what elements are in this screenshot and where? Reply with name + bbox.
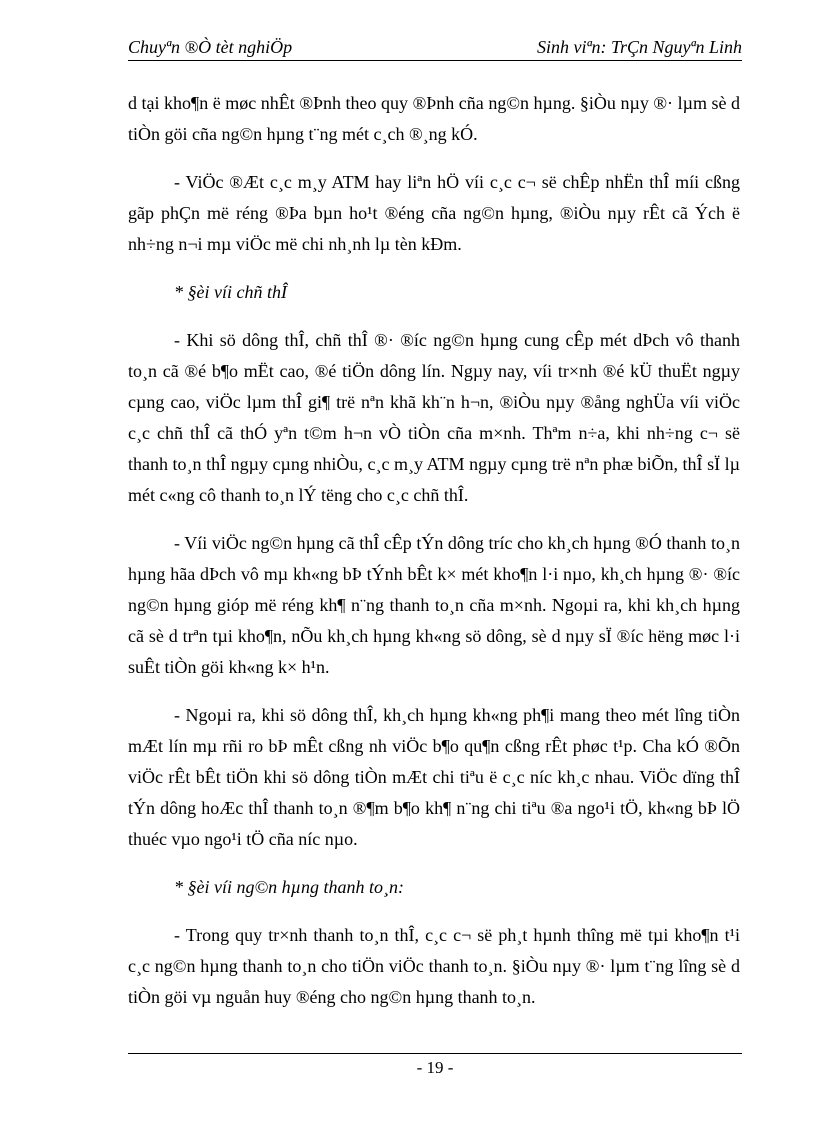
section-heading: * §èi víi ng©n hµng thanh to¸n:	[174, 877, 405, 897]
paragraph: - Khi sö dông thÎ, chñ thÎ ®· ®íc ng©n hµng cung cÊp mét dÞch vô thanh to¸n cã ®é b¶o mËt cao, ®é tiÖn dông lín. Ngµy nay, víi tr×nh ®é kÜ thuËt ngµy cµng cao, viÖc lµm thÎ gi¶ trë nªn khã kh¨n h¬n, ®iÒu nµy ®ång nghÜa víi viÖc c¸c chñ thÎ cã thÓ yªn t©m h¬n vÒ tiÒn cña m×nh. Thªm n÷a, khi nh÷ng c¬ së thanh to¸n thÎ ngµy cµng nhiÒu, c¸c m¸y ATM ngµy cµng trë nªn phæ biÕn, thÎ sÏ lµ mét c«ng cô thanh to¸n lÝ tëng cho c¸c chñ thÎ.	[128, 330, 740, 505]
page-header	[128, 34, 742, 61]
header-document-title: Chuyªn ®Ò tèt nghiÖp	[128, 37, 293, 57]
paragraph: - Víi viÖc ng©n hµng cã thÎ cÊp tÝn dông tríc cho kh¸ch hµng ®Ó thanh to¸n hµng hãa dÞch vô mµ kh«ng bÞ tÝnh bÊt k× mét kho¶n l·i nµo, kh¸ch hµng ®· ®íc ng©n hµng gióp më réng kh¶ n¨ng thanh to¸n cña m×nh. Ngoµi ra, khi kh¸ch hµng cã sè d trªn tµi kho¶n, nÕu kh¸ch hµng kh«ng sö dông, sè d nµy sÏ ®íc hëng møc l·i suÊt tiÒn göi kh«ng k× h¹n.	[128, 533, 740, 677]
paragraph: d tại kho¶n ë møc nhÊt ®Þnh theo quy ®Þnh cña ng©n hµng. §iÒu nµy ®· lµm sè d tiÒn göi cña ng©n hµng t¨ng mét c¸ch ®¸ng kÓ.	[128, 93, 740, 144]
paragraph: - ViÖc ®Æt c¸c m¸y ATM hay liªn hÖ víi c¸c c¬ së chÊp nhËn thÎ míi cßng gãp phÇn më réng ®Þa bµn ho¹t ®éng cña ng©n hµng, ®iÒu nµy rÊt cã Ých ë nh÷ng n¬i mµ viÖc më chi nh¸nh lµ tèn kÐm.	[128, 172, 740, 254]
paragraph: - Ngoµi ra, khi sö dông thÎ, kh¸ch hµng kh«ng ph¶i mang theo mét lîng tiÒn mÆt lín mµ rñi ro bÞ mÊt cßng nh viÖc b¶o qu¶n cßng rÊt phøc t¹p. Cha kÓ ®Õn viÖc rÊt bÊt tiÖn khi sö dông tiÒn mÆt chi tiªu ë c¸c níc kh¸c nhau. ViÖc dïng thÎ tÝn dông hoÆc thÎ thanh to¸n ®¶m b¶o kh¶ n¨ng chi tiªu ®a ngo¹i tÖ, kh«ng bÞ lÖ thuéc vµo ngo¹i tÖ cña níc nµo.	[128, 705, 740, 849]
page-footer	[128, 1053, 742, 1082]
paragraph: - Trong quy tr×nh thanh to¸n thÎ, c¸c c¬ së ph¸t hµnh thîng më tµi kho¶n t¹i c¸c ng©n hµng thanh to¸n cho tiÖn viÖc thanh to¸n. §iÒu nµy ®· lµm t¨ng lîng sè d tiÒn göi vµ nguån huy ®éng cho ng©n hµng thanh to¸n.	[128, 925, 740, 1007]
document-body	[128, 88, 740, 1030]
header-author: Sinh viªn: TrÇn Nguyªn Linh	[537, 37, 742, 57]
page-number: - 19 -	[416, 1058, 454, 1077]
section-heading: * §èi víi chñ thÎ	[174, 282, 287, 302]
